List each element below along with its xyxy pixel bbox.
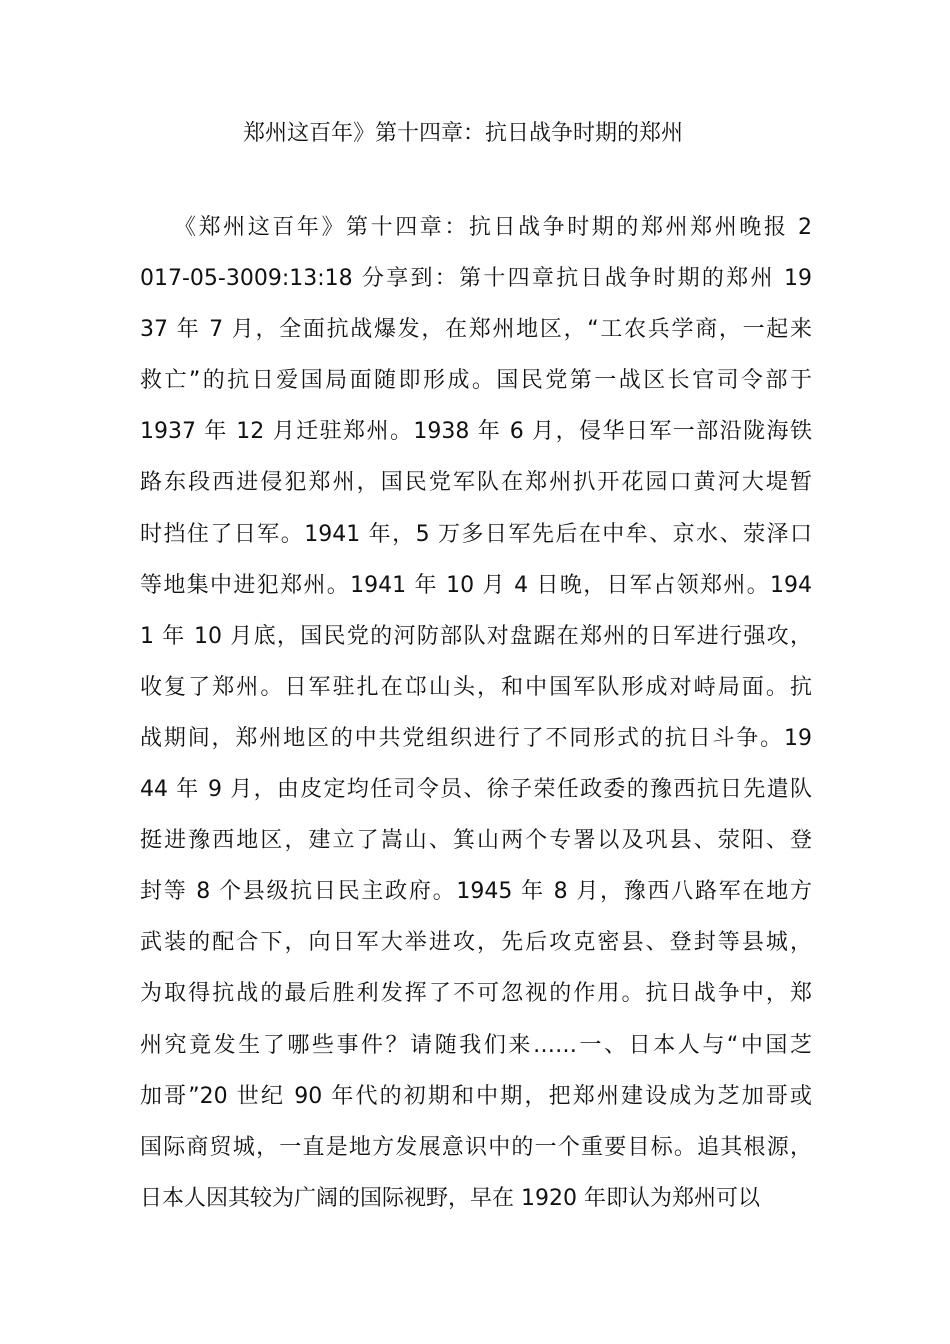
text-line: 路东段西进侵犯郑州，国民党军队在郑州扒开花园口黄河大堤暂	[140, 470, 812, 496]
text-line: 州究竟发生了哪些事件？请随我们来……一、日本人与“中国芝	[140, 1032, 812, 1058]
text-line: 国际商贸城，一直是地方发展意识中的一个重要目标。追其根源，	[140, 1134, 812, 1160]
text-line: 战期间，郑州地区的中共党组织进行了不同形式的抗日斗争。19	[140, 725, 812, 751]
text-line: 收复了郑州。日军驻扎在邙山头，和中国军队形成对峙局面。抗	[140, 674, 812, 700]
text-line: 017-05-3009:13:18 分享到：第十四章抗日战争时期的郑州 19	[140, 266, 812, 292]
text-line: 44 年 9 月，由皮定均任司令员、徐子荣任政委的豫西抗日先遣队	[140, 777, 812, 803]
text-line: 封等 8 个县级抗日民主政府。1945 年 8 月，豫西八路军在地方	[140, 879, 812, 905]
text-line: 加哥”20 世纪 90 年代的初期和中期，把郑州建设成为芝加哥或	[140, 1083, 812, 1109]
text-line: 等地集中进犯郑州。1941 年 10 月 4 日晚，日军占领郑州。194	[140, 572, 812, 598]
text-line: 救亡”的抗日爱国局面随即形成。国民党第一战区长官司令部于	[140, 368, 812, 394]
text-line: 1 年 10 月底，国民党的河防部队对盘踞在郑州的日军进行强攻，	[140, 623, 812, 649]
text-line: 武装的配合下，向日军大举进攻，先后攻克密县、登封等县城，	[140, 930, 812, 956]
text-line: 1937 年 12 月迁驻郑州。1938 年 6 月，侵华日军一部沿陇海铁	[140, 419, 812, 445]
text-line: 挺进豫西地区，建立了嵩山、箕山两个专署以及巩县、荥阳、登	[140, 828, 812, 854]
document-title: 郑州这百年》第十四章：抗日战争时期的郑州	[242, 121, 683, 146]
text-line: 《郑州这百年》第十四章：抗日战争时期的郑州郑州晚报 2	[174, 215, 812, 240]
text-line: 日本人因其较为广阔的国际视野，早在 1920 年即认为郑州可以	[140, 1185, 760, 1211]
text-line: 37 年 7 月，全面抗战爆发，在郑州地区，“工农兵学商，一起来	[140, 317, 812, 343]
document-body	[140, 202, 812, 1224]
text-line: 时挡住了日军。1941 年，5 万多日军先后在中牟、京水、荥泽口	[140, 521, 812, 547]
text-line: 为取得抗战的最后胜利发挥了不可忽视的作用。抗日战争中，郑	[140, 981, 812, 1007]
